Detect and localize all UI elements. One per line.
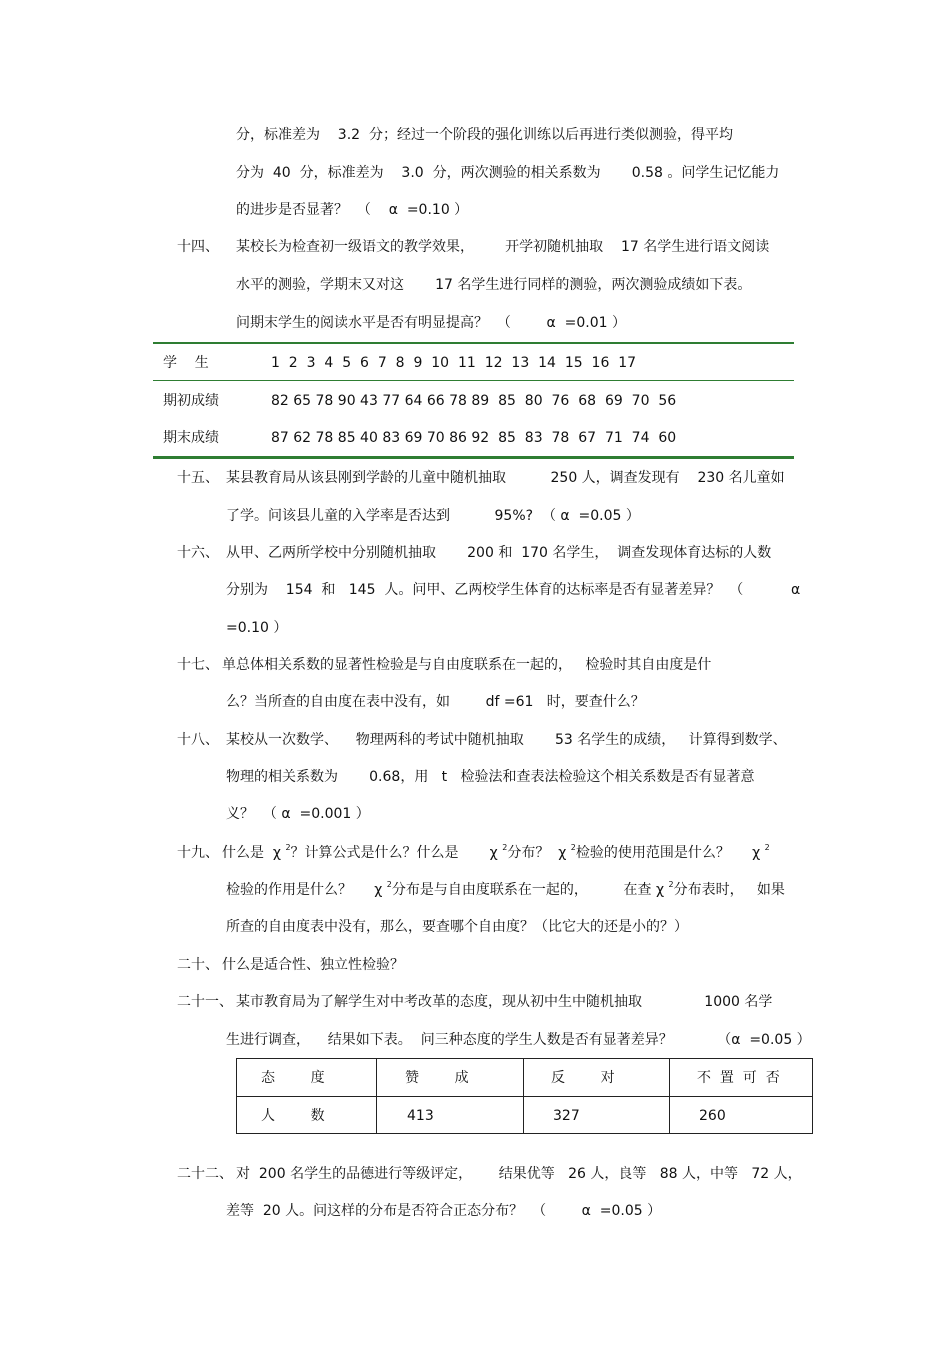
q19-line-3: 所查的自由度表中没有，那么，要查哪个自由度？（比它大的还是小的？） <box>226 919 688 935</box>
q17-line-1: 单总体相关系数的显著性检验是与自由度联系在一起的， 检验时其自由度是什 <box>222 657 712 673</box>
row-label-final: 期末成绩 <box>163 430 219 446</box>
q20-line-1: 什么是适合性、独立性检验？ <box>222 957 404 973</box>
q13-line-1: 分，标准差为 3.2 分；经过一个阶段的强化训练以后再进行类似测验，得平均 <box>236 127 733 143</box>
q19-text-b: ？计算公式是什么？什么是 χ <box>290 845 503 861</box>
count-agree: 413 <box>407 1108 434 1124</box>
q19-squared: 2 <box>285 843 291 852</box>
header-oppose: 反 对 <box>551 1070 615 1086</box>
row-values-final: 87 62 78 85 40 83 69 70 86 92 85 83 78 67 71 74 60 <box>271 430 677 446</box>
q18-number: 十八、 <box>177 732 219 748</box>
row-values-initial: 82 65 78 90 43 77 64 66 78 89 85 80 76 68 69 70 56 <box>271 393 677 409</box>
q19-text-d: 检验的使用范围是什么？ χ <box>575 845 765 861</box>
q19-squared: 2 <box>570 843 576 852</box>
row-label-count: 人 数 <box>261 1108 325 1124</box>
q19-text-f: 分布是与自由度联系在一起的， 在查 χ <box>391 882 669 898</box>
q19-squared: 2 <box>386 880 392 889</box>
table-header-rule <box>153 380 794 381</box>
row-values-student: 1 2 3 4 5 6 7 8 9 10 11 12 13 14 15 16 17 <box>271 355 637 371</box>
q18-line-2: 物理的相关系数为 0.68，用 t 检验法和查表法检验这个相关系数是否有显著意 <box>226 769 755 785</box>
q17-line-2: 么？当所查的自由度在表中没有，如 df =61 时，要查什么？ <box>226 694 645 710</box>
q19-line-2 <box>226 881 785 899</box>
q19-text-a: 什么是 χ <box>222 845 286 861</box>
q15-line-2: 了学。问该县儿童的入学率是否达到 95%? （ α =0.05 ） <box>226 508 640 524</box>
q19-text-c: 分布？ χ <box>507 845 571 861</box>
q22-line-1: 对 200 名学生的品德进行等级评定， 结果优等 26 人，良等 88 人，中等 72 人， <box>236 1166 802 1182</box>
q19-text-e: 检验的作用是什么？ χ <box>226 882 387 898</box>
row-label-initial: 期初成绩 <box>163 393 219 409</box>
q19-squared: 2 <box>668 880 674 889</box>
count-neutral: 260 <box>699 1108 726 1124</box>
header-attitude: 态 度 <box>261 1070 325 1086</box>
q20-number: 二十、 <box>177 957 219 973</box>
q19-number: 十九、 <box>177 845 219 861</box>
q19-squared: 2 <box>502 843 508 852</box>
q15-number: 十五、 <box>177 470 219 486</box>
q16-number: 十六、 <box>177 545 219 561</box>
q19-text-g: 分布表时， 如果 <box>673 882 785 898</box>
q14-number: 十四、 <box>177 239 219 255</box>
q16-alpha: α <box>791 582 801 598</box>
q13-line-2: 分为 40 分，标准差为 3.0 分，两次测验的相关系数为 0.58 。问学生记忆能力 <box>236 165 780 181</box>
attitude-table <box>236 1058 813 1134</box>
q21-line-2: 生进行调查， 结果如下表。 问三种态度的学生人数是否有显著差异？ （α =0.05 ） <box>226 1032 811 1048</box>
q21-number: 二十一、 <box>177 994 233 1010</box>
q15-line-1: 某县教育局从该县刚到学龄的儿童中随机抽取 250 人，调查发现有 230 名儿童如 <box>226 470 785 486</box>
q16-line-2: 分别为 154 和 145 人。问甲、乙两校学生体育的达标率是否有显著差异？ （ <box>226 582 744 598</box>
q14-line-3: 问期末学生的阅读水平是否有明显提高？ （ α =0.01 ） <box>236 315 626 331</box>
q16-line-3: =0.10 ） <box>226 620 288 636</box>
q14-line-2: 水平的测验，学期末又对这 17 名学生进行同样的测验，两次测验成绩如下表。 <box>236 277 752 293</box>
table-top-rule <box>153 342 794 344</box>
table-bottom-rule <box>153 456 794 459</box>
header-agree: 赞 成 <box>405 1070 469 1086</box>
q17-number: 十七、 <box>177 657 219 673</box>
q21-line-1: 某市教育局为了解学生对中考改革的态度，现从初中生中随机抽取 1000 名学 <box>236 994 773 1010</box>
q18-line-3: 义？ （ α =0.001 ） <box>226 806 370 822</box>
q22-number: 二十二、 <box>177 1166 233 1182</box>
q22-line-2: 差等 20 人。问这样的分布是否符合正态分布？ （ α =0.05 ） <box>226 1203 662 1219</box>
q19-squared: 2 <box>764 843 770 852</box>
header-neutral: 不 置 可 否 <box>697 1070 780 1086</box>
q14-line-1: 某校长为检查初一级语文的教学效果， 开学初随机抽取 17 名学生进行语文阅读 <box>236 239 770 255</box>
row-label-student: 学 生 <box>163 355 209 371</box>
q18-line-1: 某校从一次数学、 物理两科的考试中随机抽取 53 名学生的成绩， 计算得到数学、 <box>226 732 787 748</box>
row-divider <box>237 1096 812 1097</box>
q16-line-1: 从甲、乙两所学校中分别随机抽取 200 和 170 名学生， 调查发现体育达标的人数 <box>226 545 772 561</box>
count-oppose: 327 <box>553 1108 580 1124</box>
q13-line-3: 的进步是否显著？ （ α =0.10 ） <box>236 202 469 218</box>
q19-line-1 <box>222 844 770 862</box>
